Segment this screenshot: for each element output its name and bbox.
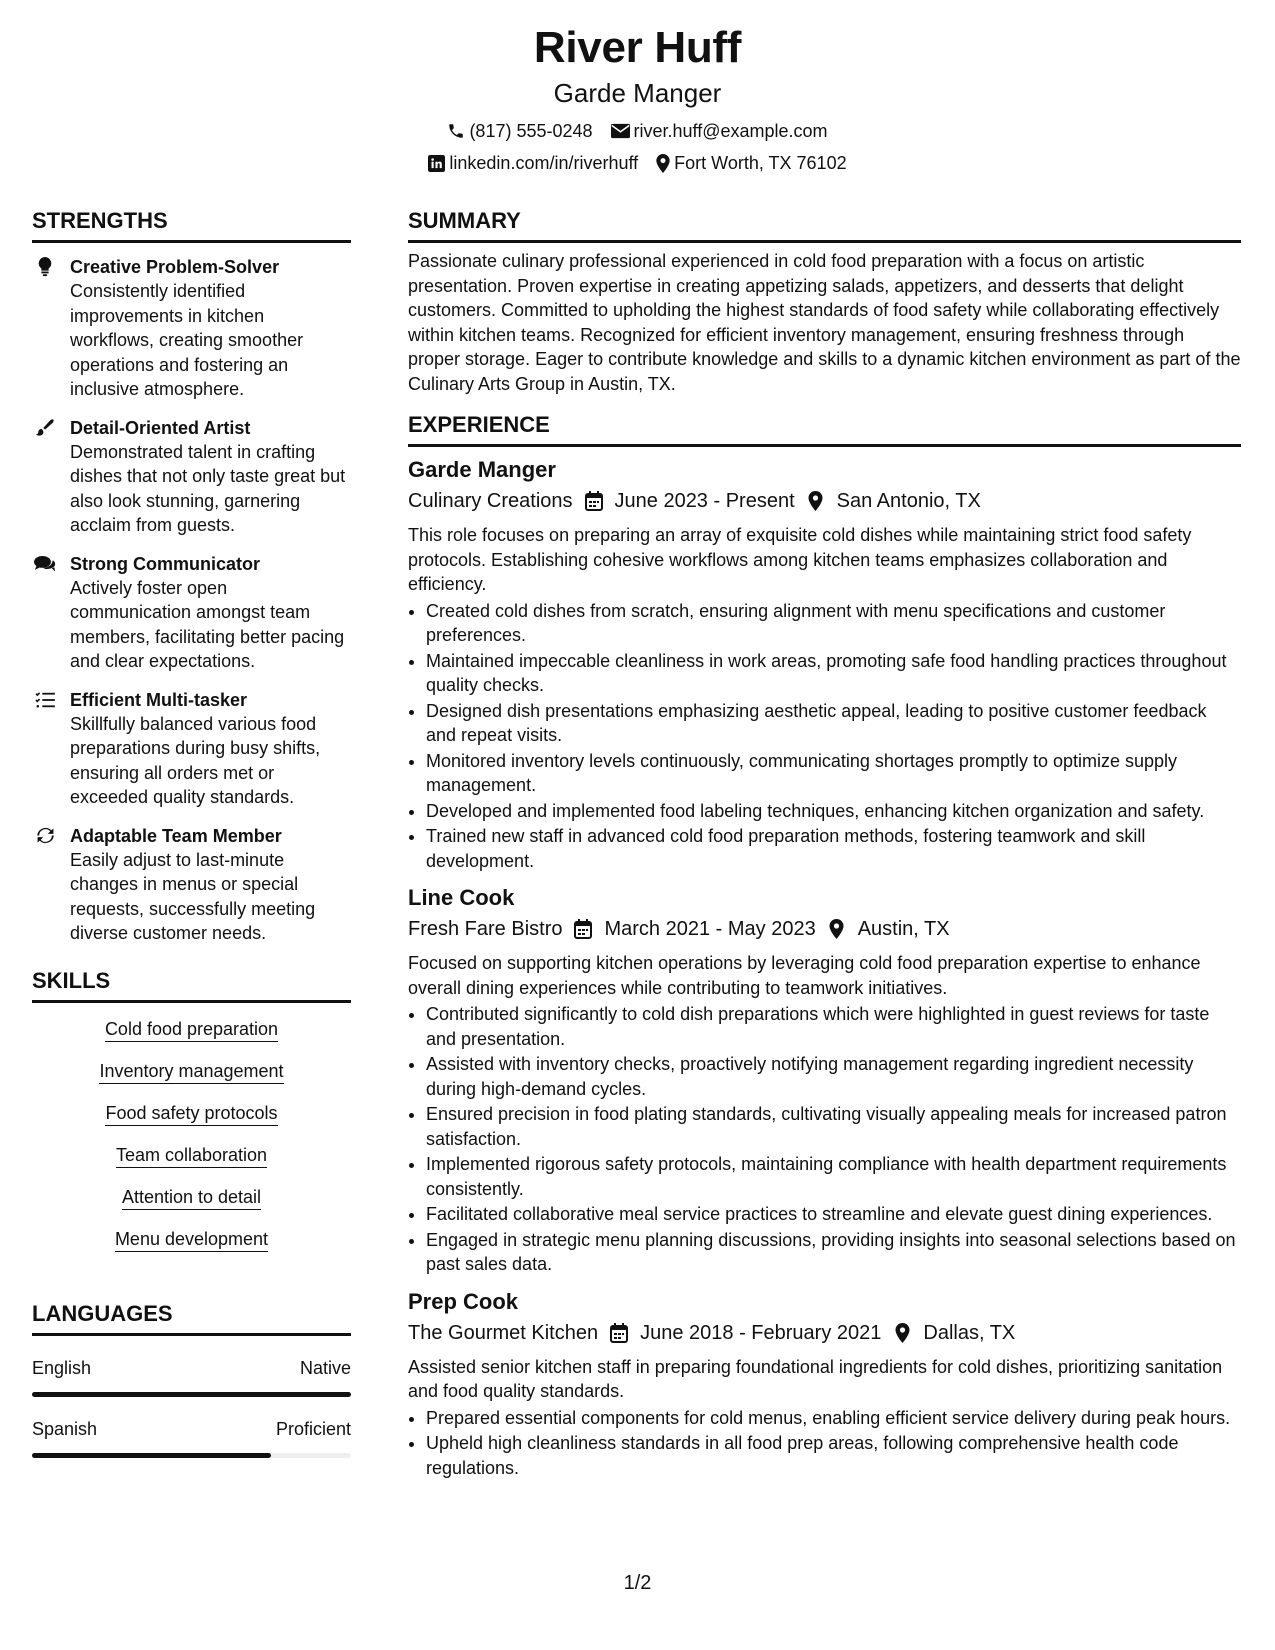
job-bullets (408, 599, 1241, 874)
strength-title: Creative Problem-Solver (70, 257, 280, 277)
language-item (32, 1356, 351, 1397)
map-marker-icon (891, 1322, 913, 1344)
calendar-icon (583, 490, 605, 512)
skill-item: Cold food preparation (32, 1017, 351, 1041)
phone-text: (817) 555-0248 (469, 121, 593, 141)
calendar-icon (572, 918, 594, 940)
job-entry (408, 1287, 1241, 1481)
skills-list (32, 1017, 351, 1251)
experience-heading: EXPERIENCE (408, 410, 1241, 447)
skill-item: Menu development (32, 1227, 351, 1251)
language-level: Proficient (275, 1418, 351, 1439)
language-item (32, 1417, 351, 1458)
job-dates: June 2023 - Present (614, 490, 795, 512)
contact-phone[interactable] (447, 116, 592, 146)
job-bullet: • Developed and implemented food labeling techniques, enhancing kitchen organization and safety. (426, 799, 1241, 824)
job-location: Austin, TX (857, 918, 950, 940)
job-title: Garde Manger (408, 457, 556, 482)
job-meta (408, 913, 1241, 945)
left-column (32, 206, 351, 1458)
job-title: Line Cook (408, 885, 515, 910)
job-bullet: • Facilitated collaborative meal service practices to streamline and elevate guest dining experiences. (426, 1202, 1241, 1227)
candidate-title: Garde Manger (553, 78, 722, 108)
job-bullet: • Maintained impeccable cleanliness in work areas, promoting safe food handling practices throughout quality checks. (426, 649, 1241, 698)
job-location: Dallas, TX (923, 1321, 1016, 1344)
job-bullet: • Created cold dishes from scratch, ensuring alignment with menu specifications and customer preferences. (426, 599, 1241, 648)
strength-item (32, 824, 351, 946)
job-meta (408, 1317, 1241, 1349)
language-proficiency-fill (32, 1453, 271, 1458)
phone-icon (447, 122, 465, 140)
right-column (408, 206, 1241, 1481)
job-bullet: • Prepared essential components for cold menus, enabling efficient service delivery during peak hours. (426, 1406, 1241, 1431)
job-company: Culinary Creations (408, 490, 573, 512)
strength-desc: Easily adjust to last-minute changes in menus or special requests, successfully meeting diverse customer needs. (70, 849, 316, 943)
language-level: Native (299, 1357, 351, 1378)
tasks-icon (32, 688, 58, 712)
job-bullet: • Contributed significantly to cold dish preparations which were highlighted in guest reviews for taste and presentation. (426, 1002, 1241, 1051)
strength-desc: Demonstrated talent in crafting dishes that not only taste great but also look stunning, garnering acclaim from guests. (70, 441, 346, 535)
job-entry (408, 455, 1241, 873)
contact-email[interactable] (611, 116, 828, 146)
contact-row-1 (0, 116, 1275, 146)
job-dates: June 2018 - February 2021 (640, 1321, 882, 1344)
contact-linkedin[interactable] (428, 148, 638, 178)
summary-text: Passionate culinary professional experienced in cold food preparation with a focus on artistic presentation. Proven expertise in creating appetizing salads, appetizers, and desserts that delight customers. Committed to upholding the highest standards of food safety while collaborating effectively within kitchen teams. Recognized for efficient inventory management, ensuring freshness through proper storage. Eager to contribute knowledge and skills to a dynamic kitchen environment as part of the Culinary Arts Group in Austin, TX. (408, 251, 1241, 394)
calendar-icon (608, 1322, 630, 1344)
language-proficiency-fill (32, 1392, 351, 1397)
language-proficiency-bar (32, 1392, 351, 1397)
job-bullet: • Engaged in strategic menu planning discussions, providing insights into seasonal selections based on past sales data. (426, 1228, 1241, 1277)
job-bullet: • Ensured precision in food plating standards, cultivating visually appealing meals for increased patron satisfaction. (426, 1102, 1241, 1151)
job-bullet: • Trained new staff in advanced cold food preparation methods, fostering teamwork and skill development. (426, 824, 1241, 873)
strength-desc: Actively foster open communication amongst team members, facilitating better pacing and clear expectations. (70, 577, 345, 671)
strength-item (32, 552, 351, 674)
job-title: Prep Cook (408, 1288, 519, 1314)
resume-header (0, 20, 1275, 178)
contact-row-2 (0, 148, 1275, 178)
job-description: Assisted senior kitchen staff in preparing foundational ingredients for cold dishes, prioritizing sanitation and food quality standards. (408, 1356, 1223, 1401)
strength-title: Strong Communicator (70, 553, 261, 574)
job-entry (408, 883, 1241, 1277)
strengths-list (32, 255, 351, 946)
strength-desc: Consistently identified improvements in kitchen workflows, creating smoother operations and fostering an inclusive atmosphere. (70, 281, 304, 399)
strength-title: Adaptable Team Member (70, 825, 282, 846)
job-bullet: • Upheld high cleanliness standards in all food prep areas, following comprehensive health code regulations. (426, 1431, 1241, 1480)
page-indicator: 1/2 (623, 1572, 652, 1594)
job-description: Focused on supporting kitchen operations by leveraging cold food preparation expertise to enhance overall dining experiences while contributing to teamwork initiatives. (408, 953, 1201, 998)
skill-item: Inventory management (32, 1059, 351, 1083)
map-marker-icon (826, 918, 848, 940)
skill-item: Team collaboration (32, 1143, 351, 1167)
languages-heading: LANGUAGES (32, 1299, 351, 1336)
contact-location (656, 148, 846, 178)
job-bullet: • Monitored inventory levels continuously, communicating shortages promptly to optimize supply management. (426, 749, 1241, 798)
summary-heading: SUMMARY (408, 206, 1241, 243)
job-company: The Gourmet Kitchen (408, 1321, 599, 1344)
skill-item: Attention to detail (32, 1185, 351, 1209)
skills-section (32, 966, 351, 1251)
linkedin-icon (428, 155, 445, 172)
job-bullets (408, 1406, 1241, 1481)
lightbulb-icon (32, 255, 58, 279)
email-text: river.huff@example.com (633, 121, 828, 141)
skills-heading: SKILLS (32, 966, 351, 1003)
language-name: English (32, 1357, 92, 1378)
strengths-heading: STRENGTHS (32, 206, 351, 243)
strength-item (32, 255, 351, 402)
job-description: This role focuses on preparing an array of exquisite cold dishes while maintaining strict food safety protocols. Establishing cohesive workflows among kitchen teams emphasizes collaboration and efficiency. (408, 525, 1192, 594)
job-company: Fresh Fare Bistro (408, 918, 563, 940)
envelope-icon (611, 123, 630, 139)
map-marker-icon (656, 154, 670, 173)
paintbrush-icon (32, 416, 58, 440)
job-bullets (408, 1002, 1241, 1277)
strength-item (32, 416, 351, 538)
job-dates: March 2021 - May 2023 (604, 918, 816, 940)
skill-item: Food safety protocols (32, 1101, 351, 1125)
strength-title: Efficient Multi-tasker (70, 689, 248, 710)
job-bullet: • Designed dish presentations emphasizing aesthetic appeal, leading to positive customer feedback and repeat visits. (426, 699, 1241, 748)
languages-section (32, 1299, 351, 1458)
job-meta (408, 485, 1241, 517)
experience-section (408, 410, 1241, 1480)
language-name: Spanish (32, 1418, 98, 1439)
comments-icon (32, 552, 58, 576)
language-proficiency-bar (32, 1453, 351, 1458)
location-text: Fort Worth, TX 76102 (674, 153, 847, 173)
experience-list (408, 455, 1241, 1480)
strength-title: Detail-Oriented Artist (70, 417, 251, 438)
candidate-name: River Huff (533, 23, 742, 72)
job-bullet: • Implemented rigorous safety protocols, maintaining compliance with health department requirements consistently. (426, 1152, 1241, 1201)
strength-item (32, 688, 351, 810)
job-bullet: • Assisted with inventory checks, proactively notifying management regarding ingredient necessity during high-demand cycles. (426, 1052, 1241, 1101)
refresh-icon (32, 824, 58, 848)
map-marker-icon (805, 490, 827, 512)
job-location: San Antonio, TX (836, 490, 981, 512)
strength-desc: Skillfully balanced various food preparations during busy shifts, ensuring all orders met or exceeded quality standards. (70, 713, 321, 807)
linkedin-text: linkedin.com/in/riverhuff (449, 153, 639, 173)
